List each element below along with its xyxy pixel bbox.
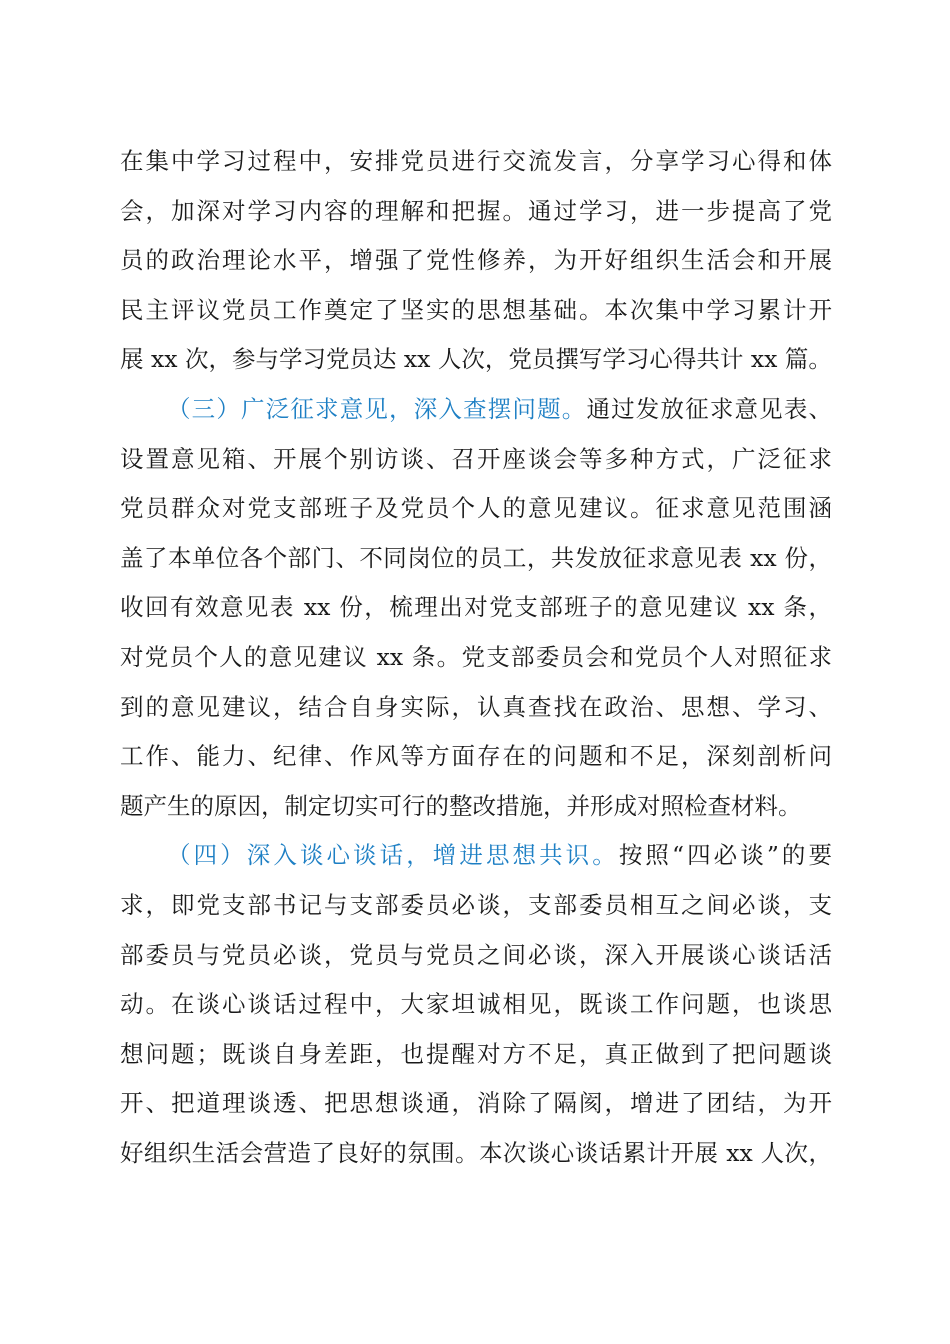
section-heading-3: （三）广泛征求意见，深入查摆问题。 [167,394,587,423]
para2-line-3: 党员群众对党支部班子及党员个人的意见建议。征求意见范围涵 [120,494,832,523]
para3-line-7: 好组织生活会营造了良好的氛围。本次谈心谈话累计开展 xx 人次， [120,1138,832,1167]
para3-first-line [120,831,832,881]
para1-line-4: 民主评议党员工作奠定了坚实的思想基础。本次集中学习累计开 [120,295,832,324]
para3-line-3: 部委员与党员必谈，党员与党员之间必谈，深入开展谈心谈话活 [120,940,832,969]
para1-line-3: 员的政治理论水平，增强了党性修养，为开好组织生活会和开展 [120,246,832,275]
para2-line-4: 盖了本单位各个部门、不同岗位的员工，共发放征求意见表 xx 份， [120,543,832,572]
para1-line-5: 展 xx 次，参与学习党员达 xx 人次，党员撰写学习心得共计 xx 篇。 [120,345,832,374]
section-heading-4: （四）深入谈心谈话，增进思想共识。 [167,841,619,870]
para2-first-line [120,385,832,435]
para3-line-4: 动。在谈心谈话过程中，大家坦诚相见，既谈工作问题，也谈思 [120,990,832,1019]
para1-line-2: 会，加深对学习内容的理解和把握。通过学习，进一步提高了党 [120,196,832,225]
para3-line-6: 开、把道理谈透、把思想谈通，消除了隔阂，增进了团结，为开 [120,1089,832,1118]
para3-first-line-rest: 按照“四必谈”的要 [618,841,832,870]
para2-line-9: 题产生的原因，制定切实可行的整改措施，并形成对照检查材料。 [120,791,802,820]
para3-line-2: 求，即党支部书记与支部委员必谈，支部委员相互之间必谈，支 [120,890,832,919]
document-body [120,137,832,1178]
para2-first-line-rest: 通过发放征求意见表、 [586,394,832,423]
para2-line-6: 对党员个人的意见建议 xx 条。党支部委员会和党员个人对照征求 [120,642,832,671]
para1-line-1: 在集中学习过程中，安排党员进行交流发言，分享学习心得和体 [120,147,832,175]
para2-line-8: 工作、能力、纪律、作风等方面存在的问题和不足，深刻剖析问 [120,742,832,771]
para3-line-5: 想问题；既谈自身差距，也提醒对方不足，真正做到了把问题谈 [120,1039,832,1068]
para2-line-2: 设置意见箱、开展个别访谈、召开座谈会等多种方式，广泛征求 [120,444,832,473]
para2-line-7: 到的意见建议，结合自身实际，认真查找在政治、思想、学习、 [120,692,832,721]
para2-line-5: 收回有效意见表 xx 份，梳理出对党支部班子的意见建议 xx 条， [120,593,832,622]
